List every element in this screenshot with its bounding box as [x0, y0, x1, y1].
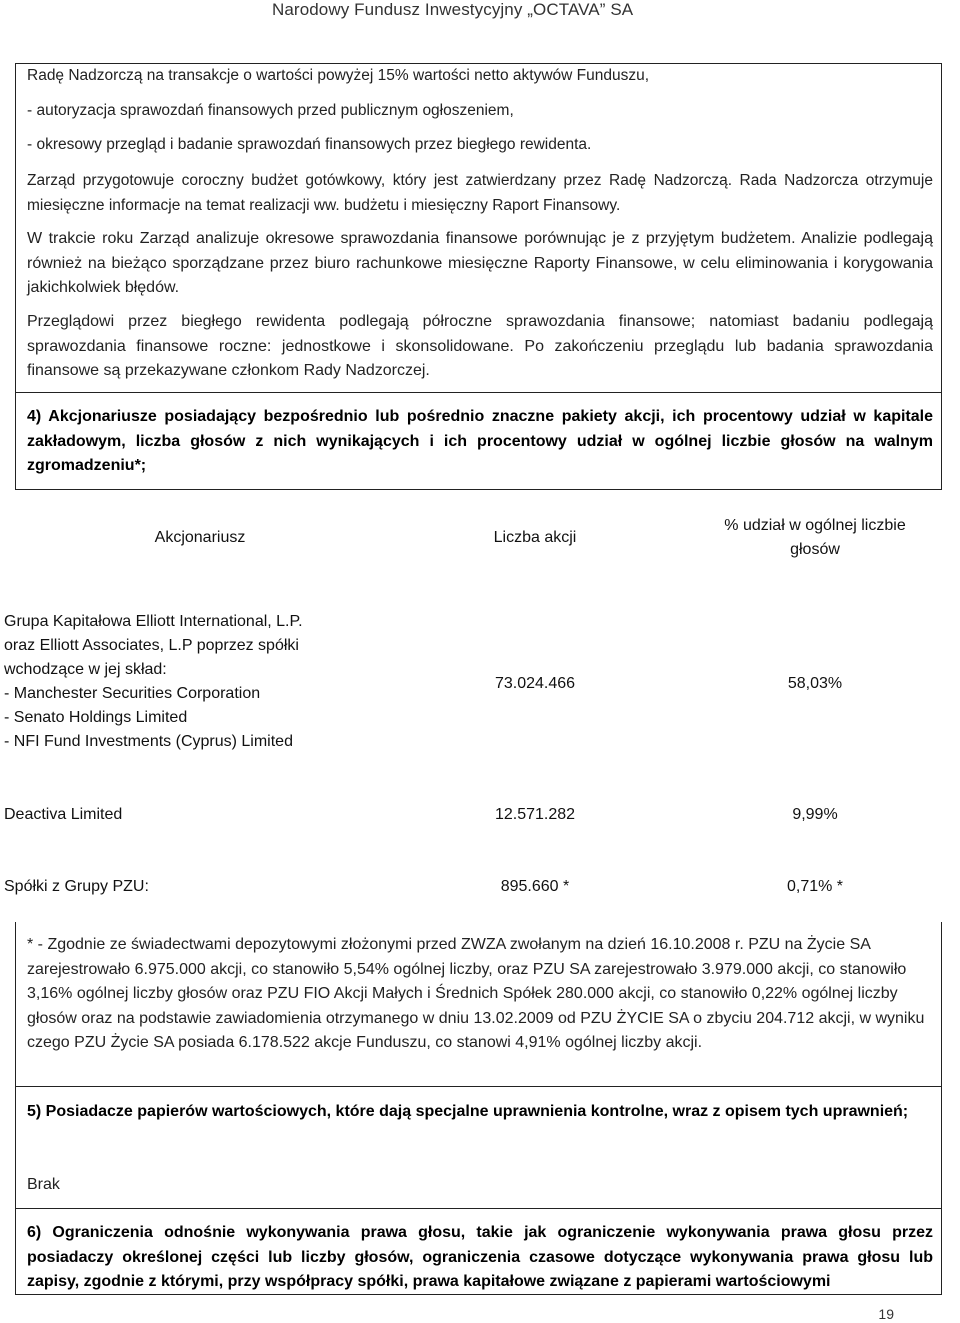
section-divider — [15, 1086, 942, 1087]
table-row-pzu-name: Spółki z Grupy PZU: — [4, 878, 149, 895]
column-header-votes-pct — [700, 514, 930, 562]
section4-heading: 4) Akcjonariusze posiadający bezpośrednio lub pośrednio znaczne pakiety akcji, ich procentowy udział w kapitale zakładowym, liczba głosów z nich wynikających i ich procentowy udział w ogólnej liczbie głosów na walnym zgromadzeniu*; — [27, 408, 933, 474]
table-cell-pct: 0,71% * — [786, 878, 844, 895]
paragraph-line-authorization: - autoryzacja sprawozdań finansowych przed publicznym ogłoszeniem, — [27, 102, 514, 119]
paragraph-budget: Zarząd przygotowuje coroczny budżet gotówkowy, który jest zatwierdzany przez Radę Nadzorczą. Rada Nadzorcza otrzymuje miesięczne informacje na temat realizacji ww. budżetu i miesięczny Raport Finansowy. — [27, 172, 933, 214]
shareholders-table — [0, 490, 960, 922]
section5-heading: 5) Posiadacze papierów wartościowych, które dają specjalne uprawnienia kontrolne, wraz z opisem tych uprawnień; — [27, 1103, 909, 1120]
column-header-votes-pct-line2: głosów — [790, 541, 840, 558]
table-row-deactiva-name: Deactiva Limited — [4, 806, 123, 823]
page-number: 19 — [878, 1306, 894, 1322]
table-cell-pct: 9,99% — [792, 806, 838, 823]
table-cell-name-line: - Manchester Securities Corporation — [4, 685, 261, 702]
table-cell-shares: 895.660 * — [500, 878, 570, 895]
table-cell-name-line: Grupa Kapitałowa Elliott International, L.P. — [4, 613, 303, 630]
table-cell-pct: 58,03% — [787, 675, 843, 692]
section-divider — [15, 392, 942, 393]
table-cell-name-line: oraz Elliott Associates, L.P poprzez spółki — [4, 637, 299, 654]
table-cell-name-line: - NFI Fund Investments (Cyprus) Limited — [4, 733, 293, 750]
paragraph-annual-analysis: W trakcie roku Zarząd analizuje okresowe sprawozdania finansowe porównując je z przyjętym budżetem. Analizie podlegają również na bieżąco sporządzane przez biuro rachunkowe miesięczne Raporty Finansowe, w celu eliminowania i korygowania jakichkolwiek błędów. — [27, 230, 933, 296]
paragraph-line-approval: Radę Nadzorczą na transakcje o wartości powyżej 15% wartości netto aktywów Funduszu, — [27, 67, 650, 84]
table-row-elliott-name — [4, 610, 404, 754]
column-header-shareholder: Akcjonariusz — [154, 529, 246, 546]
paragraph-line-review: - okresowy przegląd i badanie sprawozdań finansowych przez biegłego rewidenta. — [27, 136, 592, 153]
table-cell-shares: 73.024.466 — [494, 675, 576, 692]
paragraph-auditor-review: Przeglądowi przez biegłego rewidenta podlegają półroczne sprawozdania finansowe; natomiast badaniu podlegają sprawozdania finansowe roczne: jednostkowe i skonsolidowane. Po zakończeniu przeglądu lub badania sprawozdania finansowe są przekazywane członkom Rady Nadzorczej. — [27, 313, 933, 379]
table-cell-name-line: wchodzące w jej skład: — [4, 661, 167, 678]
section-divider — [15, 1208, 942, 1209]
page-header-title: Narodowy Fundusz Inwestycyjny „OCTAVA” SA — [272, 0, 634, 19]
table-cell-shares: 12.571.282 — [494, 806, 576, 823]
section5-answer: Brak — [27, 1176, 60, 1193]
footnote-pzu: * - Zgodnie ze świadectwami depozytowymi złożonymi przed ZWZA zwołanym na dzień 16.10.2008 r. PZU na Życie SA zarejestrowało 6.975.000 akcji, co stanowiło 5,54% ogólnej liczby, oraz PZU SA zarejestrowało 3.979.000 akcji, co stanowiło 3,16% ogólnej liczby głosów oraz PZU FIO Akcji Małych i Średnich Spółek 280.000 akcji, co stanowiło 0,22% ogólnej liczby głosów oraz na podstawie zawiadomienia otrzymanego w dniu 13.02.2009 od PZU ŻYCIE SA o zbyciu 204.712 akcji, w wyniku czego PZU Życie SA posiada 6.178.522 akcje Funduszu, co stanowi 4,91% ogólnej liczby akcji. — [27, 936, 925, 1051]
column-header-votes-pct-line1: % udział w ogólnej liczbie — [724, 517, 906, 534]
column-header-shares: Liczba akcji — [493, 529, 577, 546]
table-cell-name-line: - Senato Holdings Limited — [4, 709, 188, 726]
section6-heading: 6) Ograniczenia odnośnie wykonywania prawa głosu, takie jak ograniczenie wykonywania prawa głosu przez posiadaczy określonej części lub liczby głosów, ograniczenia czasowe dotyczące wykonywania prawa głosu lub zapisy, zgodnie z którymi, przy współpracy spółki, prawa kapitałowe związane z papierami wartościowymi — [27, 1224, 933, 1290]
